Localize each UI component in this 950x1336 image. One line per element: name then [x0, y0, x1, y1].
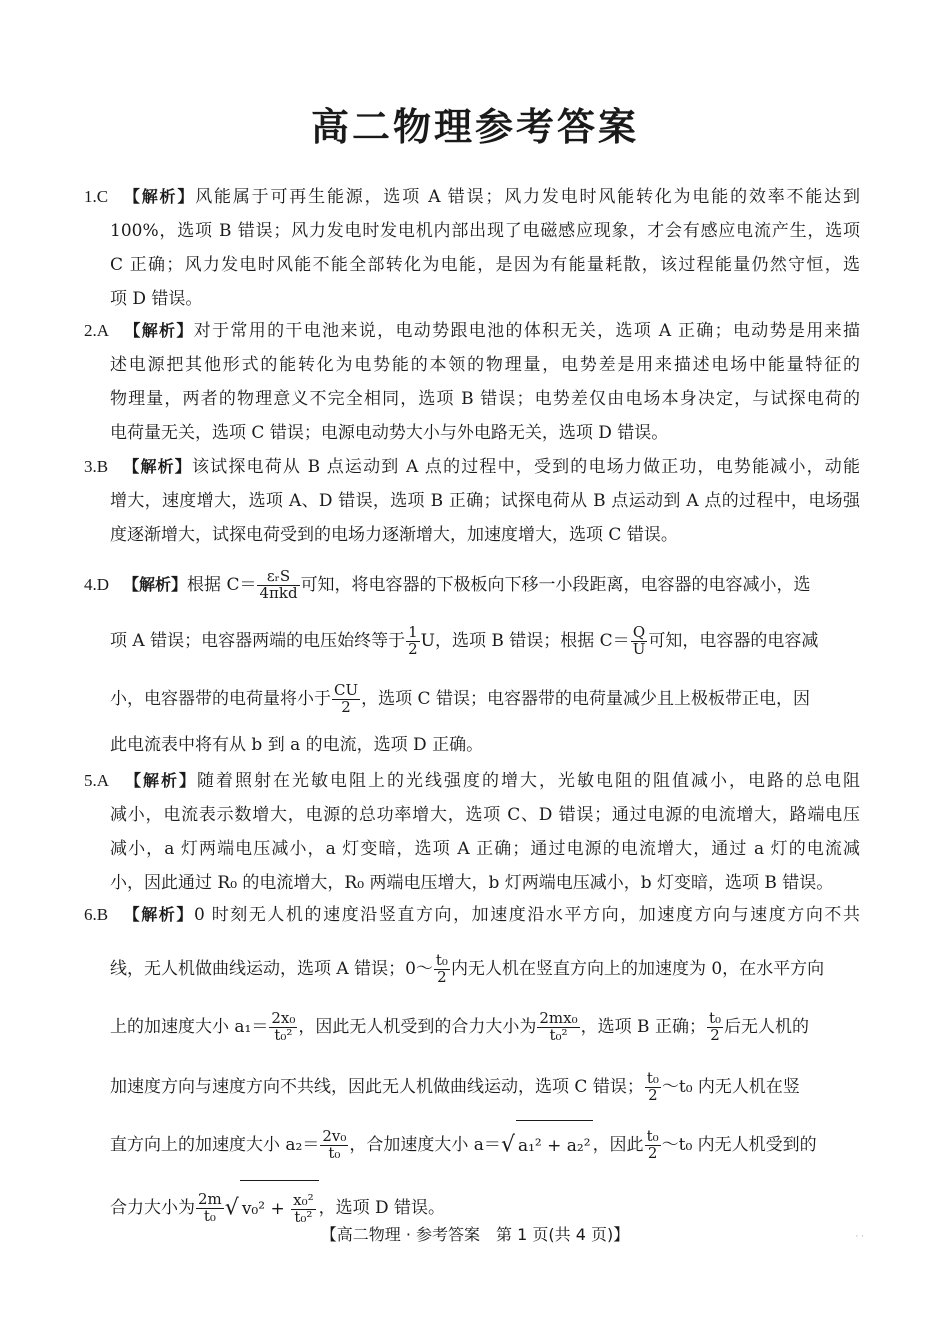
answer-choice: A: [96, 771, 110, 790]
fraction-numerator: εᵣS: [257, 569, 299, 586]
acceleration-fraction: [269, 1011, 297, 1044]
resultant-acceleration-radicand: a₁² + a₂²: [516, 1120, 593, 1171]
answer-line: [84, 898, 860, 932]
fraction-denominator: t₀²: [274, 1026, 293, 1044]
vertical-acceleration-fraction: [320, 1129, 348, 1162]
answer-text: 加速度方向与速度方向不共线，因此无人机做曲线运动，选项 C 错误；: [110, 1077, 644, 1097]
page-footer: 【高二物理 · 参考答案 第 1 页(共 4 页)】: [320, 1225, 630, 1244]
fraction-denominator: U: [632, 640, 646, 658]
analysis-tag: 【解析】: [123, 321, 194, 340]
radicand-text: v₀² +: [241, 1199, 291, 1219]
fraction-denominator: 2: [437, 968, 447, 986]
fraction-denominator: 2: [647, 1144, 658, 1162]
answer-line: 述电源把其他形式的能转化为电势能的本领的物理量，电势差是用来描述电场中能量特征的: [110, 355, 860, 375]
question-number: 4.: [84, 575, 97, 594]
capacitance-formula-fraction: [257, 569, 299, 602]
answer-text: ～t₀ 内无人机受到的: [661, 1135, 817, 1155]
force-fraction: [537, 1011, 579, 1044]
fraction-denominator: 2: [341, 698, 351, 716]
answer-line: 小，因此通过 R₀ 的电流增大，R₀ 两端电压增大，b 灯两端电压减小，b 灯变暗，选项 B 错误。: [110, 873, 834, 893]
question-number: 5.: [84, 771, 97, 790]
answer-line: [110, 944, 824, 994]
answer-text: 项 A 错误；电容器两端的电压始终等于: [110, 631, 406, 651]
x0-over-t0-fraction: [291, 1193, 316, 1226]
cu-over-2-fraction: [332, 683, 360, 716]
answer-text: 合力大小为: [110, 1198, 195, 1218]
answer-line: [84, 560, 811, 610]
question-number: 2.: [84, 321, 97, 340]
answer-line: 减小，电流表示数增大，电源的总功率增大，选项 C、D 错误；通过电源的电流增大，路端电压: [110, 805, 860, 825]
answer-choice: B: [96, 905, 109, 924]
question-number: 1.: [84, 187, 97, 206]
page-title: 高二物理参考答案: [310, 105, 639, 149]
answer-text: 0 时刻无人机的速度沿竖直方向，加速度沿水平方向，加速度方向与速度方向不共: [193, 905, 860, 925]
answer-choice: B: [96, 457, 109, 476]
answer-line: 100%，选项 B 错误；风力发电时发电机内部出现了电磁感应现象，才会有感应电流产生，选项: [110, 221, 860, 241]
answer-line: [84, 764, 860, 798]
answer-line: 物理量，两者的物理意义不完全相同，选项 B 错误；电势差仅由电场本身决定，与试探电荷的: [110, 389, 860, 409]
fraction-denominator: t₀: [203, 1207, 216, 1225]
answer-text: 该试探电荷从 B 点运动到 A 点的过程中，受到的电场力做正功，电势能减小，动能: [192, 457, 860, 477]
answer-text: ，因此: [592, 1135, 644, 1155]
answer-line: [84, 180, 860, 214]
fraction-numerator: 2mx₀: [539, 1009, 578, 1028]
analysis-tag: 【解析】: [123, 771, 198, 790]
answer-line: [110, 616, 818, 666]
answer-text: 小，电容器带的电荷量将小于: [110, 689, 331, 709]
fraction-numerator: t₀: [646, 1127, 659, 1146]
answer-line: [110, 674, 810, 724]
half-fraction: [406, 625, 420, 658]
analysis-tag: 【解析】: [122, 187, 196, 206]
answer-text: 内无人机在竖直方向上的加速度为 0，在水平方向: [450, 959, 825, 979]
q-over-u-fraction: [631, 625, 648, 658]
analysis-tag: 【解析】: [122, 905, 194, 924]
answer-line: [84, 314, 860, 348]
fraction-denominator: t₀: [328, 1144, 341, 1162]
answer-line: 度逐渐增大，试探电荷受到的电场力逐渐增大，加速度增大，选项 C 错误。: [110, 525, 678, 545]
answer-text: U，选项 B 错误；根据 C＝: [420, 631, 630, 651]
sqrt-sign: √: [500, 1132, 515, 1158]
fraction-numerator: Q: [631, 625, 648, 642]
t0-over-2-fraction: [707, 1011, 723, 1044]
mass-fraction: [196, 1192, 224, 1225]
fraction-numerator: t₀: [646, 1069, 659, 1088]
answer-text: 后无人机的: [724, 1017, 809, 1037]
answer-text: 直方向上的加速度大小 a₂＝: [110, 1135, 320, 1155]
answer-text: 上的加速度大小 a₁＝: [110, 1017, 269, 1037]
fraction-numerator: 2m: [198, 1190, 222, 1209]
answer-text: 可知，将电容器的下极板向下移一小段距离，电容器的电容减小，选: [300, 575, 811, 595]
answer-text: 风能属于可再生能源，选项 A 错误；风力发电时风能转化为电能的效率不能达到: [195, 187, 860, 207]
question-number: 6.: [84, 905, 97, 924]
answer-text: 可知，电容器的电容减: [648, 631, 819, 651]
answer-line: [110, 1062, 800, 1112]
question-number: 3.: [84, 457, 97, 476]
answer-text: 线，无人机做曲线运动，选项 A 错误；0～: [110, 959, 433, 979]
answer-text: ，选项 C 错误；电容器带的电荷量减少且上极板带正电，因: [361, 689, 810, 709]
answer-line: 电荷量无关，选项 C 错误；电源电动势大小与外电路无关，选项 D 错误。: [110, 423, 669, 443]
fraction-denominator: 2: [710, 1026, 720, 1044]
analysis-tag: 【解析】: [123, 575, 188, 594]
fraction-denominator: 4πkd: [259, 584, 298, 602]
fraction-numerator: 2v₀: [322, 1127, 347, 1146]
answer-line: 增大，速度增大，选项 A、D 错误，选项 B 正确；试探电荷从 B 点运动到 A 点的过程中，电场强: [110, 491, 860, 511]
answer-line: 减小，a 灯两端电压减小，a 灯变暗，选项 A 正确；通过电源的电流增大，通过 a 灯的电流减: [110, 839, 860, 859]
answer-text: 根据 C＝: [187, 575, 257, 595]
fraction-numerator: t₀: [708, 1009, 721, 1028]
t0-over-2-fraction: [434, 953, 450, 986]
fraction-numerator: 2x₀: [271, 1009, 296, 1028]
fraction-denominator: t₀²: [549, 1026, 568, 1044]
fraction-numerator: CU: [334, 681, 359, 700]
fraction-numerator: t₀: [435, 951, 448, 970]
sqrt-sign: √: [224, 1195, 239, 1221]
answer-line: C 正确；风力发电时风能不能全部转化为电能，是因为有能量耗散，该过程能量仍然守恒，选: [110, 255, 860, 275]
answer-text: ，合加速度大小 a＝: [349, 1135, 501, 1155]
answer-choice: C: [96, 187, 109, 206]
fraction-numerator: 1: [408, 623, 418, 642]
fraction-denominator: 2: [648, 1086, 658, 1104]
analysis-tag: 【解析】: [122, 457, 192, 476]
t0-over-2-fraction: [645, 1071, 661, 1104]
answer-text: ，选项 D 错误。: [318, 1198, 446, 1218]
answer-choice: D: [96, 575, 110, 594]
fraction-denominator: t₀²: [294, 1208, 313, 1226]
answer-choice: A: [96, 321, 110, 340]
fraction-numerator: x₀²: [293, 1191, 314, 1210]
answer-text: 随着照射在光敏电阻上的光线强度的增大，光敏电阻的阻值减小，电路的总电阻: [197, 771, 860, 791]
answer-line: [110, 1120, 817, 1170]
answer-text: ，选项 B 正确；: [580, 1017, 706, 1037]
t0-over-2-fraction: [645, 1129, 661, 1162]
fraction-denominator: 2: [408, 640, 418, 658]
answer-line: [84, 450, 860, 484]
answer-line: 项 D 错误。: [110, 289, 203, 309]
answer-text: ，因此无人机受到的合力大小为: [298, 1017, 537, 1037]
answer-line: [110, 1002, 809, 1052]
answer-line: 此电流表中将有从 b 到 a 的电流，选项 D 正确。: [110, 735, 484, 755]
answer-text: 对于常用的干电池来说，电动势跟电池的体积无关，选项 A 正确；电动势是用来描: [193, 321, 860, 341]
answer-text: ～t₀ 内无人机在竖: [661, 1077, 800, 1097]
corner-marks: · ·: [855, 1232, 864, 1242]
